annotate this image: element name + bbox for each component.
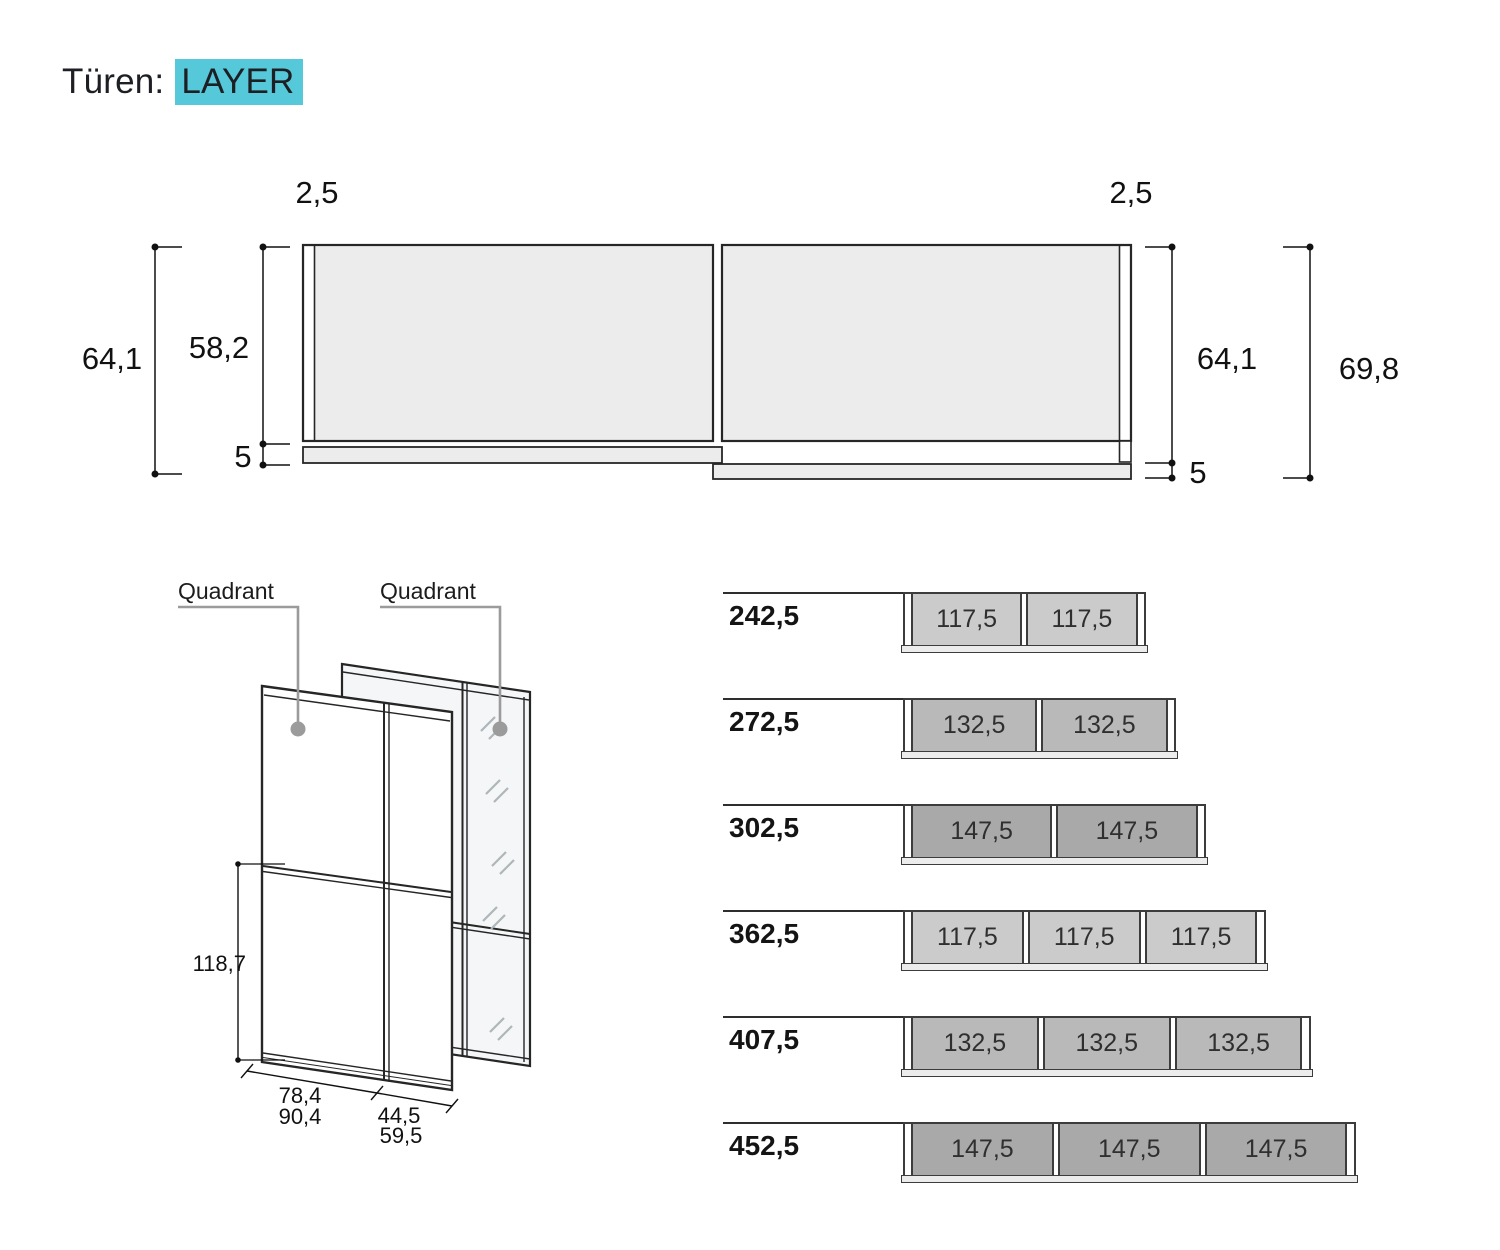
row-baseline xyxy=(723,1122,904,1124)
back-leader-dot xyxy=(493,722,508,737)
dim-right-door-height: 64,1 xyxy=(1196,341,1258,376)
edge-profile xyxy=(1257,912,1263,963)
edge-profile xyxy=(1168,700,1174,751)
bottom-track xyxy=(901,645,1148,653)
door-segment xyxy=(1043,1018,1171,1069)
total-width-label: 452,5 xyxy=(729,1130,800,1161)
door-segment xyxy=(911,912,1024,963)
dim-left-total-height: 64,1 xyxy=(81,341,143,376)
segment-width-value: 147,5 xyxy=(951,1135,1014,1163)
dim-front-width-outer: 78,4 xyxy=(278,1083,322,1108)
door-segment xyxy=(1041,700,1167,751)
segment-width-value: 132,5 xyxy=(942,711,1006,739)
size-row xyxy=(723,910,1403,982)
size-row xyxy=(723,592,1403,664)
right-door-edge-profile xyxy=(1120,247,1130,440)
segment-width-value: 117,5 xyxy=(937,923,998,951)
edge-profile xyxy=(1198,806,1204,857)
front-leader-dot xyxy=(291,722,306,737)
segment-width-value: 147,5 xyxy=(1095,817,1159,845)
door-segment xyxy=(911,1124,1054,1175)
dim-overall-height: 69,8 xyxy=(1338,351,1400,386)
door-segment xyxy=(911,806,1052,857)
size-row xyxy=(723,804,1403,876)
front-quadrant-label: Quadrant xyxy=(178,578,274,604)
row-baseline xyxy=(723,592,904,594)
door-segment xyxy=(1026,594,1137,645)
row-baseline xyxy=(723,910,904,912)
size-row xyxy=(723,698,1403,770)
bottom-track xyxy=(901,751,1178,759)
dim-lower-section-height: 118,7 xyxy=(192,951,246,976)
top-view-doors xyxy=(303,245,1131,479)
title-highlight: LAYER xyxy=(175,59,302,105)
dim-back-width-full: 59,5 xyxy=(379,1123,423,1148)
title-prefix: Türen: xyxy=(62,62,165,101)
size-row xyxy=(723,1122,1403,1194)
door-width-bars xyxy=(903,698,1176,753)
back-quadrant-label: Quadrant xyxy=(380,578,476,604)
door-width-bars xyxy=(903,1122,1356,1177)
door-segment xyxy=(1145,912,1258,963)
bottom-track xyxy=(901,857,1208,865)
total-width-label: 302,5 xyxy=(729,812,800,843)
right-door-edge-extension xyxy=(1120,441,1132,462)
segment-width-value: 132,5 xyxy=(1207,1029,1270,1057)
total-width-label: 407,5 xyxy=(729,1024,800,1055)
door-segment xyxy=(1028,912,1141,963)
left-door-edge-profile xyxy=(305,247,315,440)
dim-right-edge-thickness: 2,5 xyxy=(1109,175,1153,210)
row-baseline xyxy=(723,804,904,806)
row-baseline xyxy=(723,698,904,700)
segment-width-value: 117,5 xyxy=(1051,605,1113,633)
door-segment xyxy=(911,594,1022,645)
bottom-track xyxy=(901,1069,1313,1077)
door-segment xyxy=(1056,806,1197,857)
total-width-label: 242,5 xyxy=(729,600,800,631)
door-segment xyxy=(1058,1124,1201,1175)
dim-front-width-full: 90,4 xyxy=(278,1104,322,1129)
door-width-bars xyxy=(903,910,1266,965)
segment-width-value: 132,5 xyxy=(1075,1029,1139,1057)
left-door-track xyxy=(303,447,722,463)
dim-panel-height: 58,2 xyxy=(188,330,250,365)
segment-width-value: 132,5 xyxy=(1073,711,1136,739)
segment-width-value: 132,5 xyxy=(943,1029,1007,1057)
row-baseline xyxy=(723,1016,904,1018)
door-width-bars xyxy=(903,804,1206,859)
bottom-track xyxy=(901,963,1268,971)
total-width-label: 272,5 xyxy=(729,706,800,737)
size-row xyxy=(723,1016,1403,1088)
dim-right-track-height: 5 xyxy=(1189,455,1207,490)
right-door-track xyxy=(713,464,1131,479)
dim-left-edge-thickness: 2,5 xyxy=(295,175,339,210)
edge-profile xyxy=(1138,594,1144,645)
dim-left-track-height: 5 xyxy=(234,439,252,474)
dim-back-width-outer: 44,5 xyxy=(377,1103,421,1128)
segment-width-value: 117,5 xyxy=(1053,923,1115,951)
door-segment xyxy=(911,700,1037,751)
total-width-label: 362,5 xyxy=(729,918,800,949)
quadrant-labels xyxy=(178,578,477,604)
segment-width-value: 117,5 xyxy=(1170,923,1232,951)
segment-width-value: 147,5 xyxy=(1244,1135,1308,1163)
door-width-bars xyxy=(903,1016,1311,1071)
left-door-panel xyxy=(303,245,713,441)
segment-width-value: 117,5 xyxy=(936,605,997,633)
door-width-bars xyxy=(903,592,1146,647)
segment-width-value: 147,5 xyxy=(1097,1135,1161,1163)
bottom-track xyxy=(901,1175,1358,1183)
right-door-panel xyxy=(722,245,1131,441)
door-segment xyxy=(1205,1124,1348,1175)
segment-width-value: 147,5 xyxy=(950,817,1013,845)
edge-profile xyxy=(1302,1018,1308,1069)
door-segment xyxy=(911,1018,1039,1069)
page-title xyxy=(62,62,303,102)
door-segment xyxy=(1175,1018,1303,1069)
edge-profile xyxy=(1347,1124,1353,1175)
